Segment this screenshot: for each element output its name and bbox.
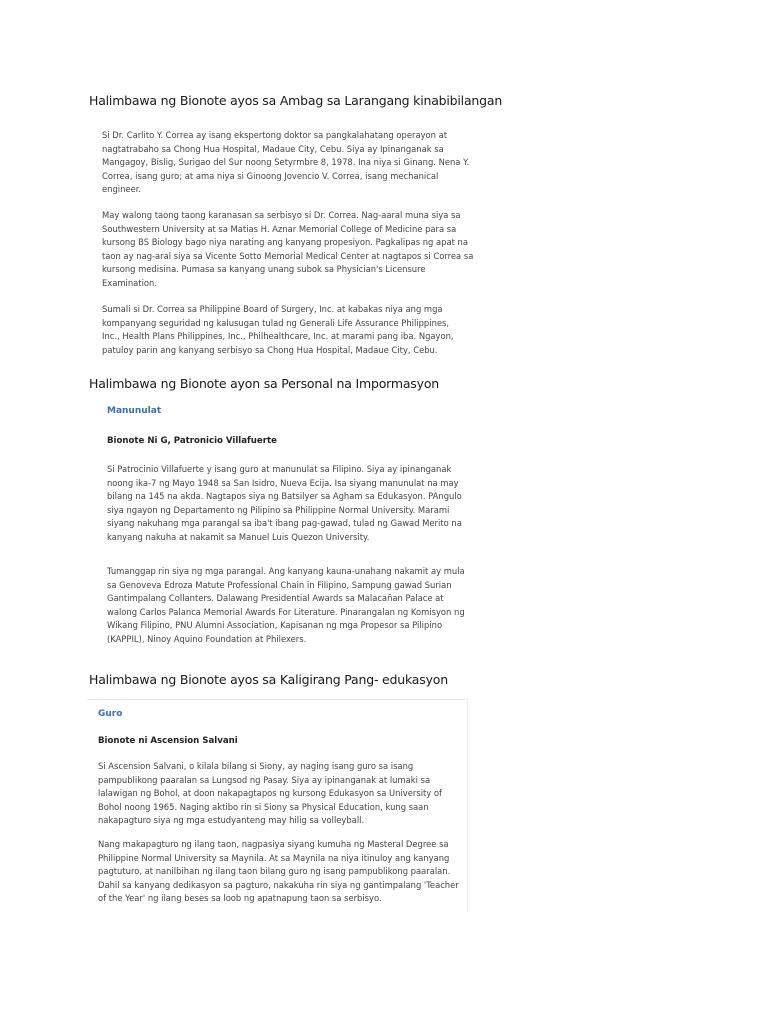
paragraph-line: noong ika-7 ng Mayo 1948 sa San Isidro, Nueva Ecija. Isa siyang manunulat na may <box>107 477 459 488</box>
paragraph-line: Gantimpalang Collanters. Dalawang Presidential Awards sa Malacañan Palace at <box>107 593 444 603</box>
paragraph-line: bilang na 145 na akda. Nagtapos siya ng Batsilyer sa Agham sa Edukasyon. PAngulo <box>107 491 462 501</box>
section-2-bionote-title: Bionote Ni G, Patronicio Villafuerte <box>107 436 277 446</box>
section-1-paragraph-3 <box>102 303 454 357</box>
paragraph-line: taon ay nag-aral siya sa Vicente Sotto Memorial Medical Center at nagtapos si Correa sa <box>102 250 474 261</box>
paragraph-line: Correa, isang guro; at ama niya si Ginoong Jovencio V. Correa, isang mechanical <box>102 170 439 181</box>
paragraph-line: pampublikong paaralan sa Lungsod ng Pasay. Siya ay ipinanganak at lumaki sa <box>98 774 431 785</box>
section-3-paragraph-1 <box>98 760 442 828</box>
paragraph-line: Philippine Normal University sa Maynila. At sa Maynila na niya itinuloy ang kanyang <box>98 852 450 863</box>
paragraph-line: nakapagturo siya ng mga estudyanteng may hilig sa volleyball. <box>98 815 365 825</box>
section-2-heading: Halimbawa ng Bionote ayon sa Personal na Impormasyon <box>89 376 439 391</box>
paragraph-line: Bohol noong 1965. Naging aktibo rin si Siony sa Physical Education, kung saan <box>98 801 429 812</box>
paragraph-line: Southwestern University at sa Matias H. Aznar Memorial College of Medicine para sa <box>102 223 457 234</box>
paragraph-line: Tumanggap rin siya ng mga parangal. Ang kanyang kauna-unahang nakamit ay mula <box>107 566 465 576</box>
paragraph-line: siyang nakuhang mga parangal sa iba't ibang pag-gawad, tulad ng Gawad Merito na <box>107 518 462 528</box>
paragraph-line: Nang makapagturo ng ilang taon, nagpasiya siyang kumuha ng Masteral Degree sa <box>98 839 449 849</box>
section-1-paragraph-1 <box>102 129 469 197</box>
paragraph-line: Si Patrocinio Villafuerte y isang guro at manunulat sa Filipino. Siya ay ipinanganak <box>107 464 452 474</box>
paragraph-line: kompanyang seguridad ng kalusugan tulad ng Generali Life Assurance Philippines, <box>102 317 450 328</box>
paragraph-line: kursong BS Biology bago niya narating ang kanyang propesiyon. Pagkalipas ng apat na <box>102 237 468 247</box>
paragraph-line: kanyang nakuha at nakamit sa Manuel Luis Quezon University. <box>107 531 370 542</box>
paragraph-line: (KAPPIL), Ninoy Aquino Foundation at Philexers. <box>107 633 307 644</box>
section-3-paragraph-2 <box>98 838 459 906</box>
paragraph-line: May walong taong taong karanasan sa serbisyo si Dr. Correa. Nag-aaral muna siya sa <box>102 210 461 220</box>
paragraph-line: Si Ascension Salvani, o kilala bilang si Siony, ay naging isang guro sa isang <box>98 761 414 771</box>
paragraph-line: Dahil sa kanyang dedikasyon sa pagturo, nakakuha rin siya ng gantimpalang 'Teacher <box>98 879 459 890</box>
paragraph-line: nagtatrabaho sa Chong Hua Hospital, Madaue City, Cebu. Siya ay Ipinanganak sa <box>102 143 444 154</box>
section-3-heading: Halimbawa ng Bionote ayos sa Kaligirang Pang- edukasyon <box>89 672 448 687</box>
section-1-paragraph-2 <box>102 209 473 290</box>
section-2-paragraph-2 <box>107 565 465 646</box>
section-3-bionote-title: Bionote ni Ascension Salvani <box>98 736 238 746</box>
paragraph-line: Mangagoy, Bislig, Surigao del Sur noong Setyrmbre 8, 1978. Ina niya si Ginang. Nena Y. <box>102 157 470 167</box>
section-2-category: Manunulat <box>107 406 162 416</box>
section-3-category: Guro <box>98 709 123 719</box>
paragraph-line: lalawigan ng Bohol, at doon nakapagtapos ng kursong Edukasyon sa University of <box>98 788 442 798</box>
section-2-paragraph-1 <box>107 463 462 544</box>
paragraph-line: Si Dr. Carlito Y. Correa ay isang ekspertong doktor sa pangkalahatang operayon at <box>102 130 448 140</box>
paragraph-line: of the Year' ng ilang beses sa loob ng apatnapung taon sa serbisyo. <box>98 893 382 903</box>
paragraph-line: siya ngayon ng Departamento ng Pilipino sa Philippine Normal University. Marami <box>107 504 450 515</box>
paragraph-line: Sumali si Dr. Correa sa Philippine Board of Surgery, Inc. at kabakas niya ang mga <box>102 304 443 314</box>
paragraph-line: walong Carlos Palanca Memorial Awards For Literature. Pinarangalan ng Komisyon ng <box>107 606 465 617</box>
paragraph-line: engineer. <box>102 184 142 194</box>
section-1-heading: Halimbawa ng Bionote ayos sa Ambag sa Larangang kinabibilangan <box>89 93 503 108</box>
paragraph-line: patuloy parin ang kanyang serbisyo sa Chong Hua Hospital, Madaue City, Cebu. <box>102 344 438 355</box>
paragraph-line: Wikang Filipino, PNU Alumni Association, Kapisanan ng mga Propesor sa Pilipino <box>107 620 443 630</box>
paragraph-line: sa Genoveva Edroza Matute Professional Chain in Filipino, Sampung gawad Surian <box>107 579 452 590</box>
paragraph-line: pagtuturo, at nanilbihan ng ilang taon bilang guro ng isang pampublikong paaralan. <box>98 866 451 876</box>
paragraph-line: Examination. <box>102 277 158 288</box>
paragraph-line: kursong medisina. Pumasa sa kanyang unang subok sa Physician's Licensure <box>102 264 426 274</box>
paragraph-line: Inc., Health Plans Philippines, Inc., Philhealthcare, Inc. at marami pang iba. Ngayon, <box>102 331 454 341</box>
